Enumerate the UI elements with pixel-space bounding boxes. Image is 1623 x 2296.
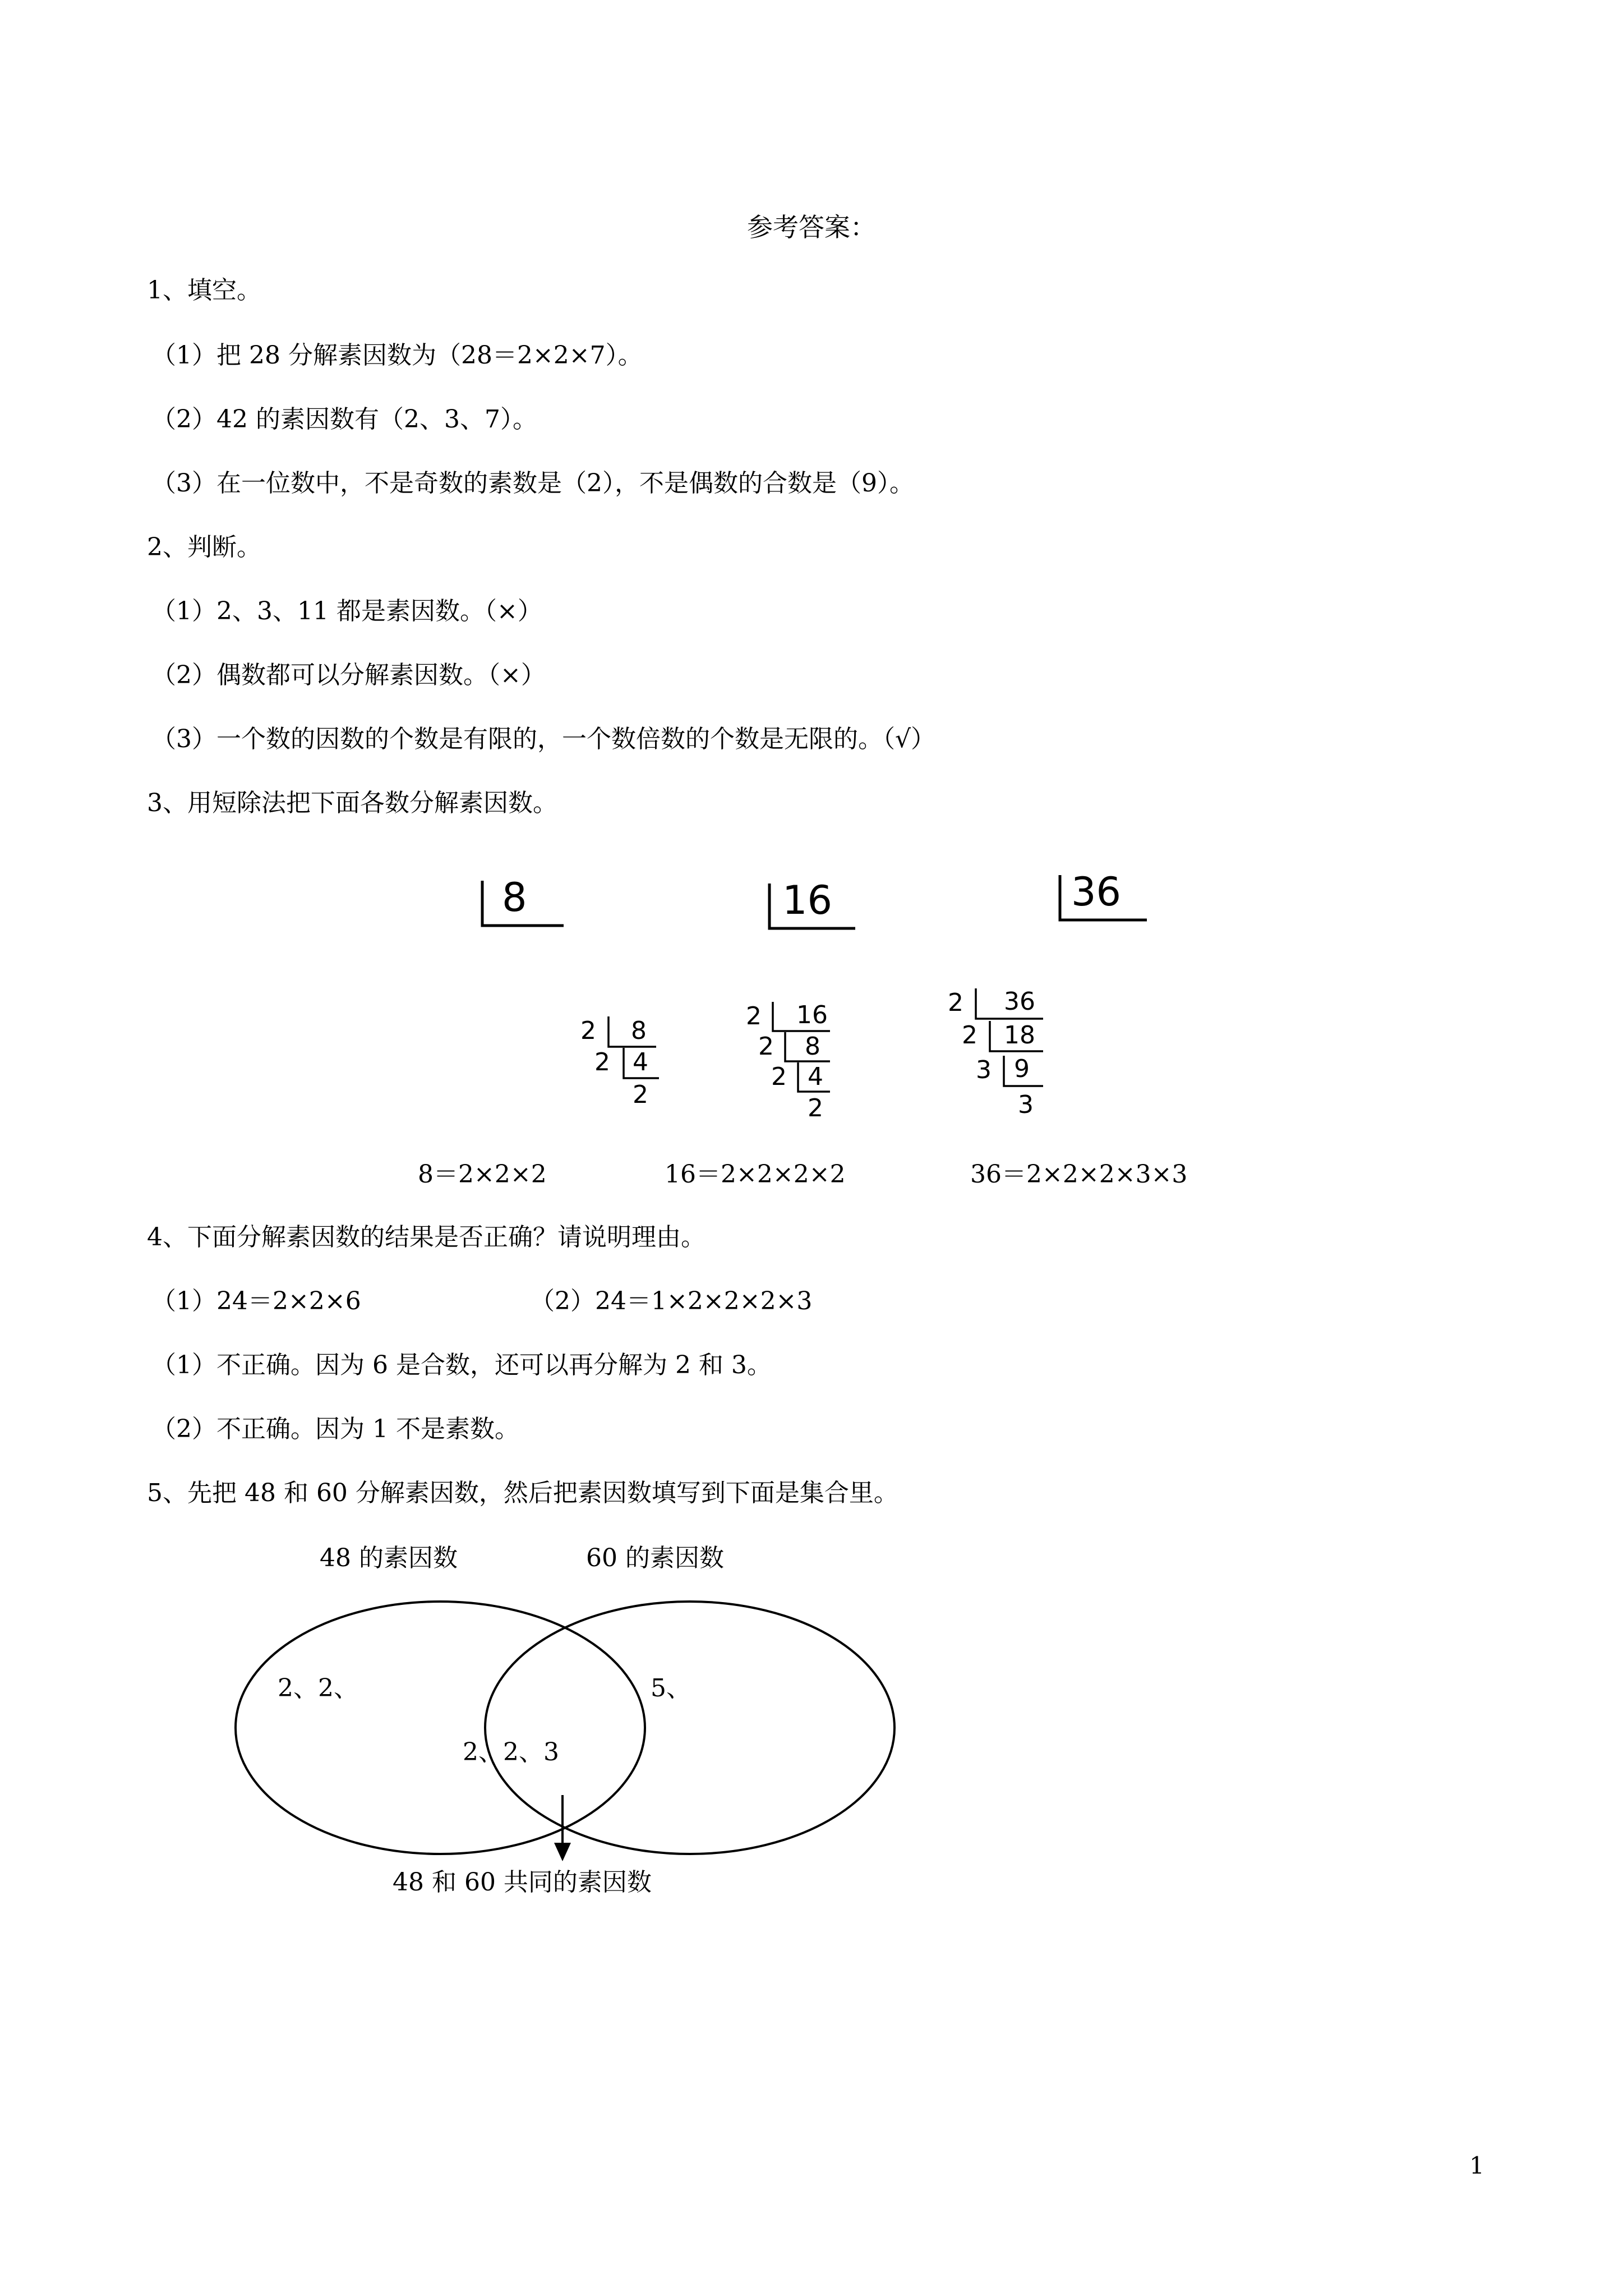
venn-left-only: 2、2、 (278, 1674, 358, 1703)
div36-quotient-1: 36 (1004, 987, 1035, 1016)
q4-answer-1: （1）不正确。因为 6 是合数，还可以再分解为 2 和 3。 (151, 1351, 772, 1379)
blank-number-8: 8 (502, 875, 527, 921)
q1-item-1: （1）把 28 分解素因数为（28＝2×2×7）。 (151, 341, 643, 370)
q4-heading: 4、下面分解素因数的结果是否正确？请说明理由。 (147, 1223, 706, 1251)
div16-quotient-3: 4 (808, 1062, 823, 1091)
venn-common-label: 48 和 60 共同的素因数 (393, 1868, 652, 1897)
div16-divisor-1: 2 (746, 1002, 762, 1030)
div36-bracket-1 (976, 988, 1043, 1019)
q3-result-16: 16＝2×2×2×2 (665, 1160, 846, 1189)
div16-quotient-4: 2 (808, 1094, 823, 1122)
q5-heading: 5、先把 48 和 60 分解素因数，然后把素因数填写到下面是集合里。 (147, 1479, 898, 1507)
div8-quotient-2: 4 (633, 1048, 648, 1076)
div8-divisor-1: 2 (580, 1016, 596, 1045)
blank-number-36: 36 (1071, 869, 1122, 915)
div16-bracket-1 (773, 1002, 830, 1031)
q4-problem-2: （2）24＝1×2×2×2×3 (530, 1287, 813, 1315)
div36-bracket-2 (990, 1021, 1043, 1051)
q3-result-36: 36＝2×2×2×3×3 (970, 1160, 1188, 1189)
page-title: 参考答案： (747, 212, 876, 242)
div16-bracket-2 (785, 1032, 830, 1061)
venn-arrow-head (554, 1843, 571, 1861)
q1-item-3: （3）在一位数中，不是奇数的素数是（2），不是偶数的合数是（9）。 (151, 469, 914, 498)
div36-bracket-3 (1004, 1056, 1043, 1086)
venn-label-left: 48 的素因数 (320, 1544, 458, 1572)
venn-label-right: 60 的素因数 (586, 1544, 724, 1572)
q1-item-2: （2）42 的素因数有（2、3、7）。 (151, 405, 537, 434)
div8-quotient-3: 2 (633, 1080, 648, 1109)
q2-item-3: （3）一个数的因数的个数是有限的，一个数倍数的个数是无限的。（√） (151, 725, 936, 753)
div8-bracket-1 (608, 1016, 656, 1047)
blank-number-16: 16 (782, 877, 833, 923)
div8-divisor-2: 2 (594, 1048, 610, 1076)
div16-quotient-2: 8 (805, 1032, 820, 1061)
venn-ellipse-right (485, 1602, 895, 1854)
div36-divisor-3: 3 (976, 1056, 992, 1084)
q3-result-8: 8＝2×2×2 (418, 1160, 547, 1189)
div8-bracket-2 (624, 1048, 659, 1078)
venn-right-only: 5、 (651, 1674, 691, 1703)
div36-divisor-2: 2 (962, 1021, 978, 1050)
q2-heading: 2、判断。 (147, 533, 261, 562)
div36-quotient-4: 3 (1018, 1091, 1034, 1119)
div16-quotient-1: 16 (796, 1001, 828, 1029)
venn-common: 2、2、3 (463, 1738, 559, 1766)
q2-item-2: （2）偶数都可以分解素因数。（×） (151, 661, 546, 689)
q2-item-1: （1）2、3、11 都是素因数。（×） (151, 597, 542, 625)
q4-problem-1: （1）24＝2×2×6 (151, 1287, 361, 1315)
q1-heading: 1、填空。 (147, 276, 261, 305)
div36-quotient-3: 9 (1014, 1055, 1030, 1083)
div36-quotient-2: 18 (1004, 1021, 1035, 1050)
bracket-blank-16 (769, 884, 855, 928)
q4-answer-2: （2）不正确。因为 1 不是素数。 (151, 1415, 519, 1443)
div8-quotient-1: 8 (631, 1016, 647, 1045)
div16-bracket-3 (798, 1062, 830, 1092)
div16-divisor-2: 2 (758, 1032, 774, 1061)
bracket-blank-8 (482, 881, 564, 926)
bracket-blank-36 (1060, 875, 1147, 920)
div16-divisor-3: 2 (771, 1062, 787, 1091)
q3-heading: 3、用短除法把下面各数分解素因数。 (147, 789, 557, 817)
div36-divisor-1: 2 (948, 988, 963, 1017)
page-number: 1 (1469, 2152, 1484, 2179)
venn-ellipse-left (236, 1602, 645, 1854)
